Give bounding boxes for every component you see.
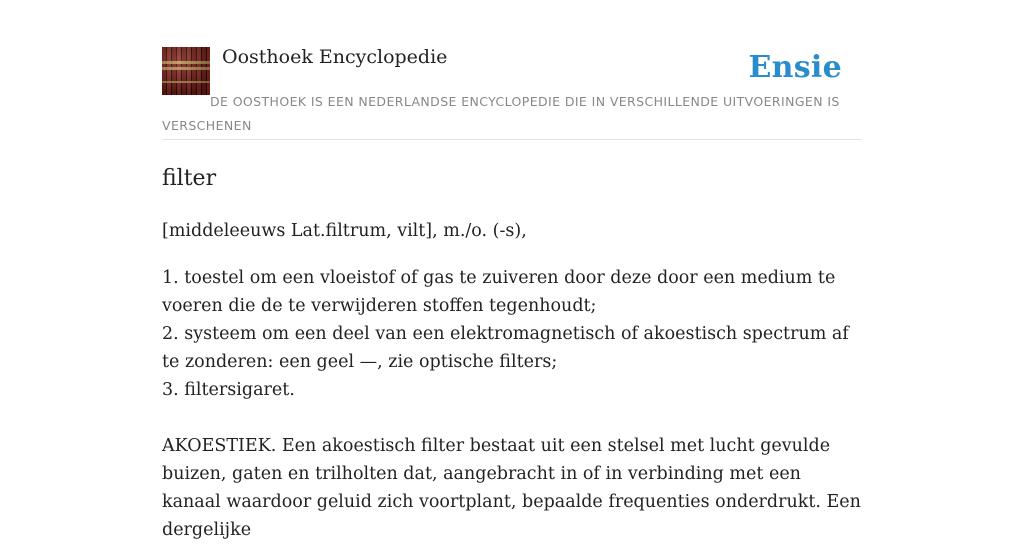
- definition-item: 1. toestel om een vloeistof of gas te zuiveren door deze door een medium te voeren die de te verwijderen stoffen tegenhoudt;: [162, 268, 836, 316]
- entry-etymology: [middeleeuws Lat.filtrum, vilt], m./o. (-s),: [162, 221, 527, 241]
- site-header: [162, 0, 862, 140]
- entry-title: filter: [162, 166, 217, 191]
- entry-content: [162, 140, 862, 544]
- definition-list: [162, 264, 862, 404]
- definition-item: 3. filtersigaret.: [162, 380, 295, 400]
- definition-item: 2. systeem om een deel van een elektromagnetisch of akoestisch spectrum af te zonderen: een geel —, zie optische filters;: [162, 324, 849, 372]
- site-name[interactable]: Oosthoek Encyclopedie: [222, 46, 448, 68]
- acoustics-section-text: AKOESTIEK. Een akoestisch filter bestaat uit een stelsel met lucht gevulde buizen, gaten en trilholten dat, aangebracht in of in verbinding met een kanaal waardoor geluid zich voortplant, bepaalde frequenties onderdrukt. Een dergelijke: [162, 436, 861, 540]
- bookshelf-icon[interactable]: [162, 47, 210, 95]
- content-container: [162, 0, 862, 544]
- site-tagline: DE OOSTHOEK IS EEN NEDERLANDSE ENCYCLOPEDIE DIE IN VERSCHILLENDE UITVOERINGEN IS VERSCHENEN: [162, 94, 840, 133]
- ensie-logo-link[interactable]: Ensie: [748, 50, 842, 85]
